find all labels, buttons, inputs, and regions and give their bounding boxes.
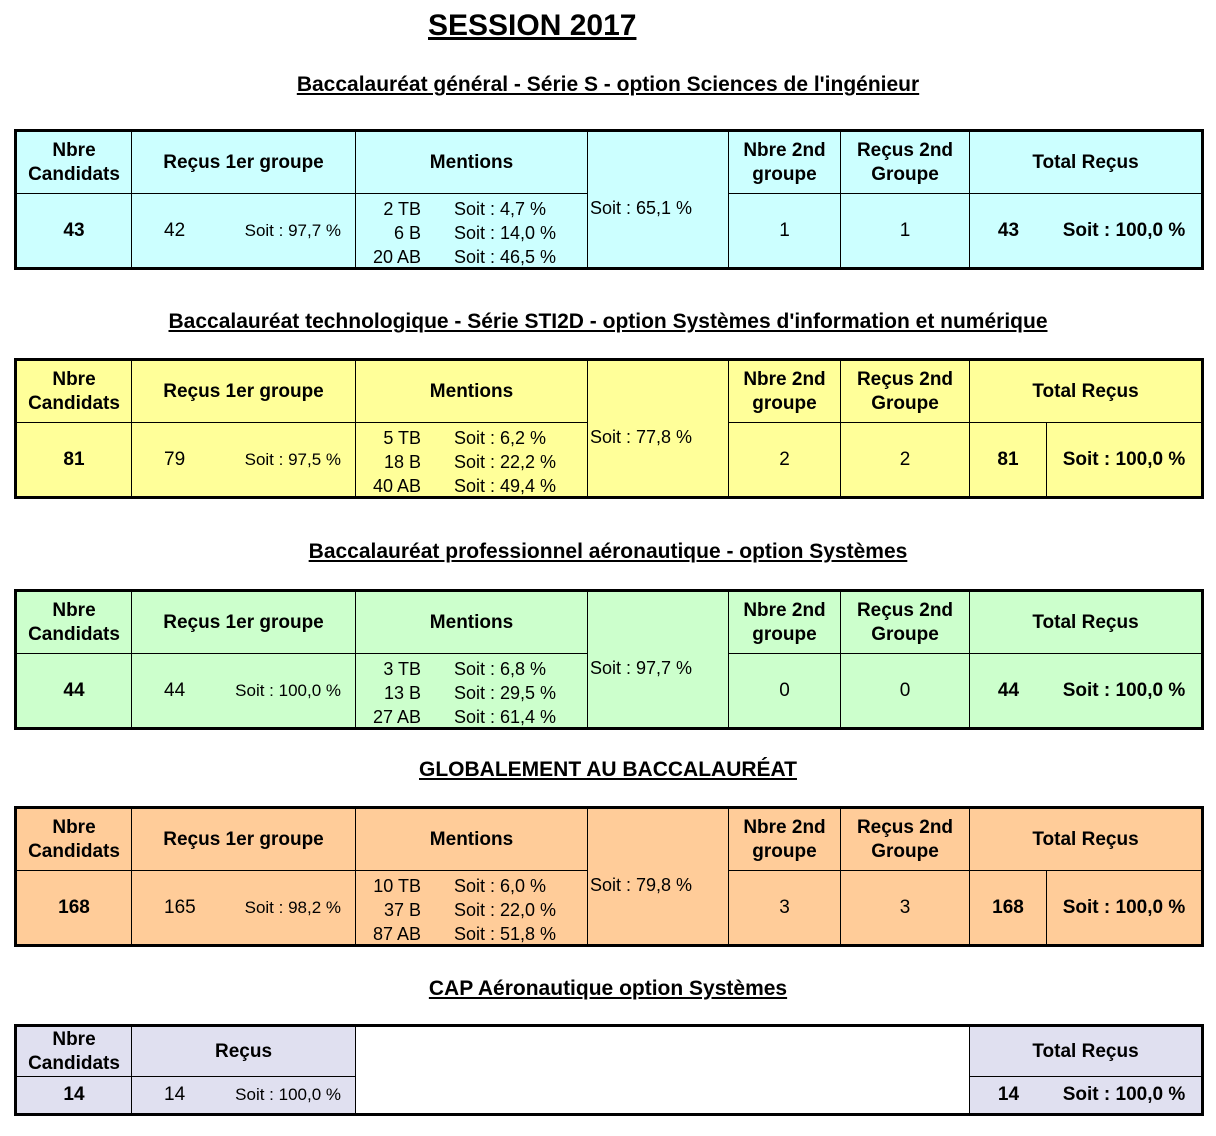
- header-recus-2nd-groupe-line: Reçus 2nd: [856, 816, 954, 838]
- section-title: Baccalauréat professionnel aéronautique - option Systèmes: [308, 540, 908, 563]
- header-candidats: [17, 132, 132, 194]
- header-recus-2nd-groupe: [841, 132, 970, 194]
- mention-row: [356, 657, 587, 681]
- mention-row: [356, 705, 587, 729]
- header-nbre-2nd-groupe-line: groupe: [752, 840, 817, 862]
- candidats-value: [17, 654, 132, 727]
- header-recus-1er-groupe-label: Reçus 1er groupe: [163, 380, 324, 402]
- total-recus-value: [970, 871, 1047, 944]
- header-recus-2nd-groupe: [841, 361, 970, 423]
- header-nbre-2nd-groupe: [729, 132, 841, 194]
- recus-1er-groupe-percent: Soit : 100,0 %: [235, 680, 341, 700]
- nbre-2nd-groupe-count: 0: [779, 679, 790, 701]
- mentions-breakdown: [356, 654, 588, 727]
- header-recus-1er-groupe-label: Reçus 1er groupe: [163, 828, 324, 850]
- mention-row: [356, 450, 587, 474]
- recus-1er-groupe-count: 42: [164, 219, 186, 241]
- mention-row: [356, 874, 587, 898]
- header-recus-1er-groupe: [132, 809, 356, 871]
- recus-2nd-groupe-count: 0: [899, 679, 911, 701]
- header-candidats-line: Candidats: [28, 1052, 120, 1074]
- section-title: GLOBALEMENT AU BACCALAURÉAT: [419, 758, 797, 781]
- results-table: [14, 589, 1204, 730]
- mention-percent: Soit : 49,4 %: [454, 476, 557, 496]
- mention-count: 10 TB: [373, 876, 421, 896]
- recus-percent: Soit : 100,0 %: [235, 1085, 341, 1104]
- mention-count: 3 TB: [383, 659, 421, 679]
- header-recus-2nd-groupe: [841, 809, 970, 871]
- recus-1er-groupe-value: [132, 654, 356, 727]
- header-mentions: [356, 132, 588, 194]
- header-candidats-line: Nbre: [52, 599, 96, 621]
- candidats-value: [17, 1077, 132, 1113]
- nbre-2nd-groupe-value: [729, 871, 841, 944]
- header-candidats-line: Candidats: [28, 163, 120, 185]
- mention-row: [356, 245, 587, 269]
- header-recus-2nd-groupe-line: Groupe: [871, 392, 939, 414]
- header-total-recus-label: Total Reçus: [1032, 1040, 1139, 1062]
- nbre-2nd-groupe-count: 2: [779, 448, 790, 470]
- total-recus-percent-cell: [1047, 423, 1201, 496]
- header-mentions-label: Mentions: [429, 611, 514, 633]
- empty-cell: [356, 1027, 970, 1113]
- recus-count: 14: [164, 1084, 186, 1105]
- total-recus-value: [970, 194, 1047, 267]
- candidats-count: 168: [58, 896, 90, 918]
- header-total-recus-label: Total Reçus: [1032, 611, 1139, 633]
- total-recus-percent: Soit : 100,0 %: [1062, 896, 1186, 918]
- recus-2nd-groupe-value: [841, 194, 970, 267]
- header-nbre-2nd-groupe: [729, 361, 841, 423]
- total-recus-value: [970, 654, 1047, 727]
- header-recus-2nd-groupe-line: Groupe: [871, 623, 939, 645]
- mention-percent: Soit : 14,0 %: [454, 223, 557, 243]
- mention-percent: Soit : 22,2 %: [454, 452, 557, 472]
- total-recus-percent: Soit : 100,0 %: [1062, 1084, 1186, 1105]
- mention-count: 2 TB: [383, 199, 421, 219]
- mentions-total-cell: [588, 361, 729, 496]
- mention-row: [356, 426, 587, 450]
- total-recus-value: [970, 423, 1047, 496]
- header-recus-2nd-groupe-line: Reçus 2nd: [856, 139, 954, 161]
- header-recus-label: Reçus: [214, 1040, 273, 1062]
- recus-2nd-groupe-count: 3: [899, 896, 911, 918]
- mention-count: 13 B: [383, 683, 421, 703]
- page-title: SESSION 2017: [428, 9, 637, 42]
- header-total-recus-label: Total Reçus: [1032, 151, 1139, 173]
- header-total-recus: [970, 809, 1201, 871]
- mention-percent: Soit : 22,0 %: [454, 900, 557, 920]
- mention-count: 18 B: [383, 452, 421, 472]
- header-candidats: [17, 809, 132, 871]
- header-nbre-2nd-groupe: [729, 809, 841, 871]
- mention-percent: Soit : 6,2 %: [454, 428, 547, 448]
- recus-2nd-groupe-count: 2: [899, 448, 911, 470]
- mention-percent: Soit : 6,8 %: [454, 659, 547, 679]
- header-nbre-2nd-groupe-line: Nbre 2nd: [743, 816, 826, 838]
- mention-percent: Soit : 46,5 %: [454, 247, 557, 267]
- header-nbre-2nd-groupe-line: groupe: [752, 623, 817, 645]
- cap-results-table: [14, 1024, 1204, 1116]
- header-recus-1er-groupe: [132, 361, 356, 423]
- recus-2nd-groupe-count: 1: [899, 219, 911, 241]
- mentions-total-percent: Soit : 77,8 %: [590, 427, 693, 447]
- recus-1er-groupe-count: 79: [164, 448, 186, 470]
- total-recus-percent: Soit : 100,0 %: [1062, 448, 1186, 470]
- recus-1er-groupe-count: 165: [164, 896, 196, 918]
- recus-1er-groupe-value: [132, 871, 356, 944]
- mention-count: 5 TB: [383, 428, 421, 448]
- total-recus-count: 43: [997, 219, 1020, 241]
- recus-2nd-groupe-value: [841, 654, 970, 727]
- total-recus-percent-cell: [1047, 654, 1201, 727]
- header-total-recus: [970, 1027, 1201, 1077]
- header-mentions: [356, 809, 588, 871]
- total-recus-count: 168: [992, 896, 1024, 918]
- mention-percent: Soit : 51,8 %: [454, 924, 557, 944]
- nbre-2nd-groupe-count: 3: [779, 896, 790, 918]
- header-nbre-2nd-groupe-line: groupe: [752, 392, 817, 414]
- header-mentions: [356, 361, 588, 423]
- candidats-value: [17, 423, 132, 496]
- recus-1er-groupe-percent: Soit : 98,2 %: [244, 897, 341, 917]
- candidats-value: [17, 194, 132, 267]
- results-table: [14, 129, 1204, 270]
- mentions-total-cell: [588, 592, 729, 727]
- mentions-breakdown: [356, 423, 588, 496]
- mention-count: 87 AB: [372, 924, 421, 944]
- header-total-recus: [970, 361, 1201, 423]
- total-recus-count: 14: [997, 1084, 1020, 1105]
- header-total-recus: [970, 592, 1201, 654]
- nbre-2nd-groupe-value: [729, 194, 841, 267]
- mentions-total-cell: [588, 809, 729, 944]
- header-candidats: [17, 361, 132, 423]
- total-recus-percent: Soit : 100,0 %: [1062, 219, 1186, 241]
- mentions-total-percent: Soit : 65,1 %: [590, 198, 693, 218]
- mention-count: 20 AB: [372, 247, 421, 267]
- header-total-recus-label: Total Reçus: [1032, 380, 1139, 402]
- mention-row: [356, 221, 587, 245]
- mention-row: [356, 197, 587, 221]
- recus-2nd-groupe-value: [841, 423, 970, 496]
- header-candidats: [17, 592, 132, 654]
- header-recus-1er-groupe-label: Reçus 1er groupe: [163, 151, 324, 173]
- header-mentions-label: Mentions: [429, 151, 514, 173]
- section-title: Baccalauréat général - Série S - option Sciences de l'ingénieur: [296, 73, 920, 96]
- header-recus-1er-groupe: [132, 592, 356, 654]
- header-candidats-line: Nbre: [52, 139, 96, 161]
- header-candidats-line: Nbre: [52, 816, 96, 838]
- header-recus-2nd-groupe: [841, 592, 970, 654]
- header-mentions-label: Mentions: [429, 828, 514, 850]
- total-recus-percent: Soit : 100,0 %: [1062, 679, 1186, 701]
- header-mentions-label: Mentions: [429, 380, 514, 402]
- mention-count: 37 B: [383, 900, 421, 920]
- total-recus-count: 44: [997, 679, 1020, 701]
- header-recus-1er-groupe: [132, 132, 356, 194]
- mention-row: [356, 474, 587, 498]
- header-candidats: [17, 1027, 132, 1077]
- header-candidats-line: Nbre: [52, 1028, 96, 1050]
- mentions-breakdown: [356, 194, 588, 267]
- recus-value: [132, 1077, 356, 1113]
- header-nbre-2nd-groupe-line: Nbre 2nd: [743, 368, 826, 390]
- header-recus-2nd-groupe-line: Groupe: [871, 163, 939, 185]
- mention-count: 40 AB: [372, 476, 421, 496]
- results-table: [14, 358, 1204, 499]
- total-recus-percent-cell: [1047, 194, 1201, 267]
- candidats-count: 44: [63, 679, 85, 701]
- recus-1er-groupe-count: 44: [164, 679, 186, 701]
- total-recus-percent-cell: [1047, 1077, 1201, 1113]
- header-recus: [132, 1027, 356, 1077]
- recus-1er-groupe-value: [132, 194, 356, 267]
- header-candidats-line: Nbre: [52, 368, 96, 390]
- total-recus-count: 81: [997, 448, 1019, 470]
- header-recus-2nd-groupe-line: Reçus 2nd: [856, 368, 954, 390]
- recus-2nd-groupe-value: [841, 871, 970, 944]
- mentions-total-cell: [588, 132, 729, 267]
- header-nbre-2nd-groupe-line: Nbre 2nd: [743, 599, 826, 621]
- candidats-count: 14: [63, 1084, 85, 1105]
- header-recus-2nd-groupe-line: Reçus 2nd: [856, 599, 954, 621]
- mention-percent: Soit : 4,7 %: [454, 199, 547, 219]
- section-title: CAP Aéronautique option Systèmes: [428, 977, 788, 1000]
- header-nbre-2nd-groupe: [729, 592, 841, 654]
- nbre-2nd-groupe-value: [729, 423, 841, 496]
- candidats-count: 81: [63, 448, 85, 470]
- total-recus-percent-cell: [1047, 871, 1201, 944]
- total-recus-value: [970, 1077, 1047, 1113]
- header-candidats-line: Candidats: [28, 392, 120, 414]
- candidats-value: [17, 871, 132, 944]
- header-recus-1er-groupe-label: Reçus 1er groupe: [163, 611, 324, 633]
- header-total-recus-label: Total Reçus: [1032, 828, 1139, 850]
- header-nbre-2nd-groupe-line: groupe: [752, 163, 817, 185]
- header-total-recus: [970, 132, 1201, 194]
- header-mentions: [356, 592, 588, 654]
- mentions-breakdown: [356, 871, 588, 944]
- mentions-total-percent: Soit : 79,8 %: [590, 875, 693, 895]
- nbre-2nd-groupe-count: 1: [779, 219, 790, 241]
- mentions-total-percent: Soit : 97,7 %: [590, 658, 693, 678]
- mention-row: [356, 922, 587, 946]
- recus-1er-groupe-percent: Soit : 97,7 %: [244, 220, 341, 240]
- mention-row: [356, 898, 587, 922]
- section-title: Baccalauréat technologique - Série STI2D - option Systèmes d'information et numérique: [168, 310, 1048, 333]
- mention-percent: Soit : 61,4 %: [454, 707, 557, 727]
- header-candidats-line: Candidats: [28, 623, 120, 645]
- header-nbre-2nd-groupe-line: Nbre 2nd: [743, 139, 826, 161]
- mention-count: 6 B: [393, 223, 421, 243]
- results-table: [14, 806, 1204, 947]
- candidats-count: 43: [63, 219, 85, 241]
- nbre-2nd-groupe-value: [729, 654, 841, 727]
- mention-percent: Soit : 6,0 %: [454, 876, 547, 896]
- mention-row: [356, 681, 587, 705]
- header-candidats-line: Candidats: [28, 840, 120, 862]
- mention-count: 27 AB: [372, 707, 421, 727]
- header-recus-2nd-groupe-line: Groupe: [871, 840, 939, 862]
- mention-percent: Soit : 29,5 %: [454, 683, 557, 703]
- recus-1er-groupe-value: [132, 423, 356, 496]
- recus-1er-groupe-percent: Soit : 97,5 %: [244, 449, 341, 469]
